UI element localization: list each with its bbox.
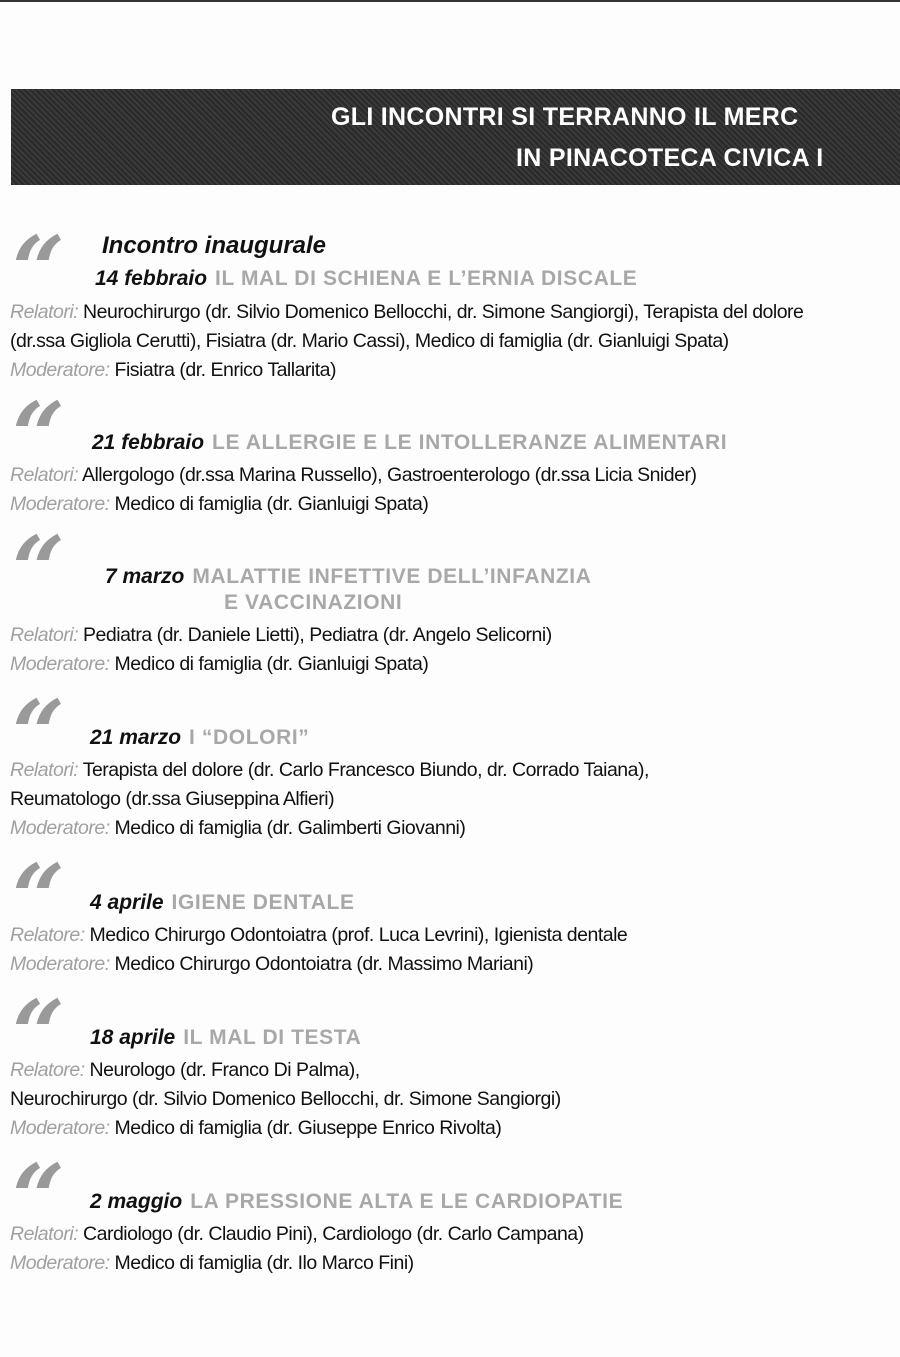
speaker-line: [10, 756, 649, 785]
speaker-line: [10, 950, 627, 979]
speaker-line: [10, 921, 627, 950]
quote-mark-icon: [12, 860, 65, 910]
role-text: Medico Chirurgo Odontoiatra (prof. Luca Levrini), Igienista dentale: [84, 924, 628, 946]
speaker-line: [10, 327, 803, 356]
role-label: Relatori:: [10, 301, 79, 323]
speaker-line: [10, 1249, 584, 1278]
quote-mark-icon: [12, 996, 65, 1046]
speaker-line: [10, 490, 696, 519]
role-label: Moderatore:: [10, 653, 110, 675]
event-topic: IGIENE DENTALE: [171, 891, 355, 914]
quote-mark-icon: [12, 1160, 65, 1210]
role-label: Relatori:: [10, 464, 79, 486]
role-label: Relatori:: [10, 1223, 79, 1245]
role-label: Relatore:: [10, 924, 85, 946]
event-topic: LA PRESSIONE ALTA E LE CARDIOPATIE: [190, 1190, 624, 1213]
event-date: 18 aprile: [90, 1026, 176, 1049]
role-text: Medico di famiglia (dr. Ilo Marco Fini): [109, 1252, 414, 1274]
event-heading: [90, 726, 309, 750]
event-heading: [92, 431, 727, 455]
role-text: Reumatologo (dr.ssa Giuseppina Alfieri): [10, 788, 335, 810]
role-label: Moderatore:: [10, 1117, 110, 1139]
role-label: Moderatore:: [10, 493, 110, 515]
top-rule: [0, 0, 900, 2]
speaker-line: [10, 785, 649, 814]
event-date: 2 maggio: [90, 1190, 183, 1213]
role-label: Moderatore:: [10, 1252, 110, 1274]
role-label: Moderatore:: [10, 953, 110, 975]
event-intro: Incontro inaugurale: [102, 232, 327, 259]
event-date: 14 febbraio: [95, 267, 208, 290]
role-label: Relatore:: [10, 1059, 85, 1081]
role-label: Relatori:: [10, 759, 79, 781]
event-date: 21 febbraio: [92, 431, 205, 454]
role-text: Neurochirurgo (dr. Silvio Domenico Bellocchi, dr. Simone Sangiorgi): [10, 1088, 561, 1110]
role-text: (dr.ssa Gigliola Cerutti), Fisiatra (dr. Mario Cassi), Medico di famiglia (dr. Gianluigi Spata): [10, 330, 729, 352]
speaker-line: [10, 356, 803, 385]
banner-line-1: GLI INCONTRI SI TERRANNO IL MERC: [331, 103, 799, 131]
speaker-line: [10, 1220, 584, 1249]
role-text: Pediatra (dr. Daniele Lietti), Pediatra (dr. Angelo Selicorni): [78, 624, 552, 646]
role-text: Cardiologo (dr. Claudio Pini), Cardiologo (dr. Carlo Campana): [78, 1223, 584, 1245]
speaker-line: [10, 814, 649, 843]
role-text: Fisiatra (dr. Enrico Tallarita): [109, 359, 337, 381]
speaker-line: [10, 621, 552, 650]
speaker-line: [10, 1085, 561, 1114]
banner-line-2: IN PINACOTECA CIVICA I: [516, 144, 824, 172]
event-speakers: [10, 461, 696, 519]
event-date: 7 marzo: [105, 565, 185, 588]
event-date: 4 aprile: [90, 891, 164, 914]
event-date: 21 marzo: [90, 726, 182, 749]
event-speakers: [10, 298, 803, 385]
event-topic: IL MAL DI TESTA: [183, 1026, 362, 1049]
role-text: Medico di famiglia (dr. Giuseppe Enrico Rivolta): [109, 1117, 502, 1139]
speaker-line: [10, 461, 696, 490]
header-banner: [11, 89, 900, 185]
event-heading: [90, 891, 355, 915]
event-topic: LE ALLERGIE E LE INTOLLERANZE ALIMENTARI: [212, 431, 728, 454]
quote-mark-icon: [12, 696, 65, 746]
event-heading: [95, 267, 637, 291]
role-label: Moderatore:: [10, 817, 110, 839]
role-text: Medico di famiglia (dr. Gianluigi Spata): [109, 493, 429, 515]
speaker-line: [10, 650, 552, 679]
role-text: Terapista del dolore (dr. Carlo Francesco Biundo, dr. Corrado Taiana),: [78, 759, 649, 781]
event-speakers: [10, 1220, 584, 1278]
speaker-line: [10, 1114, 561, 1143]
event-heading: [105, 565, 592, 589]
speaker-line: [10, 298, 803, 327]
role-text: Medico di famiglia (dr. Galimberti Giovanni): [109, 817, 466, 839]
role-text: Medico di famiglia (dr. Gianluigi Spata): [109, 653, 429, 675]
event-speakers: [10, 921, 627, 979]
speaker-line: [10, 1056, 561, 1085]
event-topic-continued: E VACCINAZIONI: [224, 591, 403, 614]
event-heading: [90, 1026, 361, 1050]
role-label: Relatori:: [10, 624, 79, 646]
event-topic: MALATTIE INFETTIVE DELL’INFANZIA: [192, 565, 592, 588]
event-topic: IL MAL DI SCHIENA E L’ERNIA DISCALE: [215, 267, 638, 290]
role-text: Neurologo (dr. Franco Di Palma),: [84, 1059, 360, 1081]
event-speakers: [10, 756, 649, 843]
role-text: Medico Chirurgo Odontoiatra (dr. Massimo Mariani): [109, 953, 534, 975]
quote-mark-icon: [12, 232, 65, 282]
role-label: Moderatore:: [10, 359, 110, 381]
role-text: Neurochirurgo (dr. Silvio Domenico Bellocchi, dr. Simone Sangiorgi), Terapista del dolore: [78, 301, 804, 323]
role-text: Allergologo (dr.ssa Marina Russello), Gastroenterologo (dr.ssa Licia Snider): [78, 464, 697, 486]
quote-mark-icon: [12, 398, 65, 448]
event-speakers: [10, 621, 552, 679]
event-topic: I “DOLORI”: [189, 726, 310, 749]
event-speakers: [10, 1056, 561, 1143]
event-heading: [90, 1190, 623, 1214]
quote-mark-icon: [12, 532, 65, 582]
